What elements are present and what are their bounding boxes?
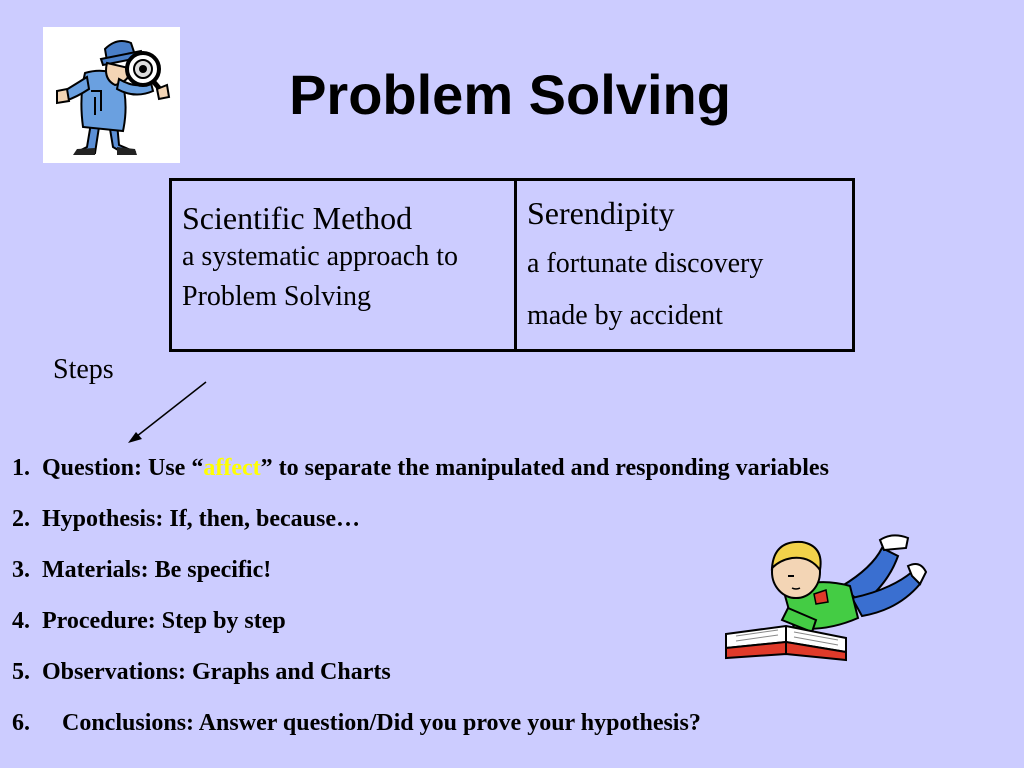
detective-icon: [43, 27, 180, 163]
step-number: 6.: [12, 710, 30, 736]
step-text: Materials: Be specific!: [42, 557, 272, 583]
step-item: [12, 450, 829, 501]
step-item: [12, 654, 829, 705]
step-number: 5.: [12, 659, 30, 685]
step-number: 4.: [12, 608, 30, 634]
steps-list: [12, 450, 829, 756]
step-text: Conclusions: Answer question/Did you prove your hypothesis?: [62, 710, 701, 736]
step-number: 2.: [12, 506, 30, 532]
method-comparison-table: [169, 178, 855, 352]
step-text-suffix: ” to separate the manipulated and responding variables: [260, 455, 829, 481]
steps-label: Steps: [53, 354, 114, 385]
serendipity-line-2: made by accident: [527, 300, 723, 331]
step-item: [12, 705, 829, 756]
highlighted-word: affect: [203, 455, 261, 481]
step-number: 3.: [12, 557, 30, 583]
step-item: [12, 603, 829, 654]
scientific-method-cell: [171, 180, 516, 351]
step-number: 1.: [12, 455, 30, 481]
child-reading-icon: [722, 528, 927, 668]
serendipity-description: [527, 238, 842, 342]
step-item: [12, 552, 829, 603]
step-text: Observations: Graphs and Charts: [42, 659, 391, 685]
step-text-prefix: Question: Use “: [42, 455, 204, 481]
step-text: Procedure: Step by step: [42, 608, 286, 634]
scientific-method-heading: Scientific Method: [182, 200, 413, 236]
serendipity-cell: [516, 180, 854, 351]
step-text: Hypothesis: If, then, because…: [42, 506, 361, 532]
arrow-icon: [120, 378, 210, 448]
slide-title: Problem Solving: [289, 63, 731, 126]
step-item: [12, 501, 829, 552]
serendipity-heading: Serendipity: [527, 195, 675, 231]
serendipity-line-1: a fortunate discovery: [527, 248, 764, 279]
scientific-method-description: a systematic approach to Problem Solving: [182, 241, 459, 312]
